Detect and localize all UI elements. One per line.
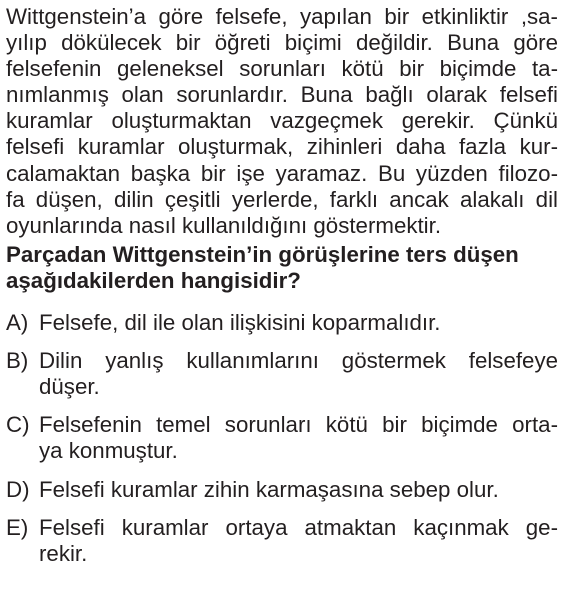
passage-line: felsefenin geleneksel sorunları kötü bir biçimde ta- <box>6 56 558 82</box>
passage-line: calamaktan başka bir işe yaramaz. Bu yüzden filozo- <box>6 160 558 186</box>
option-e[interactable] <box>6 515 558 567</box>
option-letter: B) <box>6 348 29 374</box>
passage-line: kuramlar oluşturmaktan vazgeçmek gerekir. Çünkü <box>6 108 558 134</box>
passage-text <box>6 4 558 239</box>
option-a[interactable] <box>6 310 558 336</box>
option-letter: E) <box>6 514 29 540</box>
option-text: düşer. <box>39 374 100 400</box>
question-line: aşağıdakilerden hangisidir? <box>6 267 301 293</box>
option-c[interactable] <box>6 412 558 464</box>
option-text: Felsefi kuramlar zihin karmaşasına sebep olur. <box>39 476 499 502</box>
option-text: ya konmuştur. <box>39 438 178 464</box>
option-letter: A) <box>6 310 29 336</box>
option-text: rekir. <box>39 540 88 566</box>
passage-line: yılıp dökülecek bir öğreti biçimi değildir. Buna göre <box>6 30 558 56</box>
passage-line: fa düşen, dilin çeşitli yerlerde, farklı ancak alakalı dil <box>6 186 558 212</box>
option-d[interactable] <box>6 477 558 503</box>
option-b[interactable] <box>6 348 558 400</box>
option-text: Felsefi kuramlar ortaya atmaktan kaçınmak ge- <box>39 514 558 540</box>
option-letter: D) <box>6 476 30 502</box>
option-letter: C) <box>6 412 30 438</box>
passage-line: Wittgenstein’a göre felsefe, yapılan bir etkinliktir ,sa- <box>6 4 558 29</box>
question-stem <box>6 242 558 294</box>
question-line: Parçadan Wittgenstein’in görüşlerine ters düşen <box>6 241 519 267</box>
passage-line: felsefi kuramlar oluşturmak, zihinleri daha fazla kur- <box>6 134 558 160</box>
option-text: Felsefe, dil ile olan ilişkisini koparmalıdır. <box>39 310 441 336</box>
passage-line: nımlanmış olan sorunlardır. Buna bağlı olarak felsefi <box>6 82 558 108</box>
option-text: Dilin yanlış kullanımlarını göstermek felsefeye <box>39 348 558 374</box>
question-card <box>6 4 558 579</box>
answer-options <box>6 310 558 567</box>
passage-line: oyunlarında nasıl kullanıldığını göstermektir. <box>6 212 442 238</box>
option-text: Felsefenin temel sorunları kötü bir biçimde orta- <box>39 412 558 438</box>
